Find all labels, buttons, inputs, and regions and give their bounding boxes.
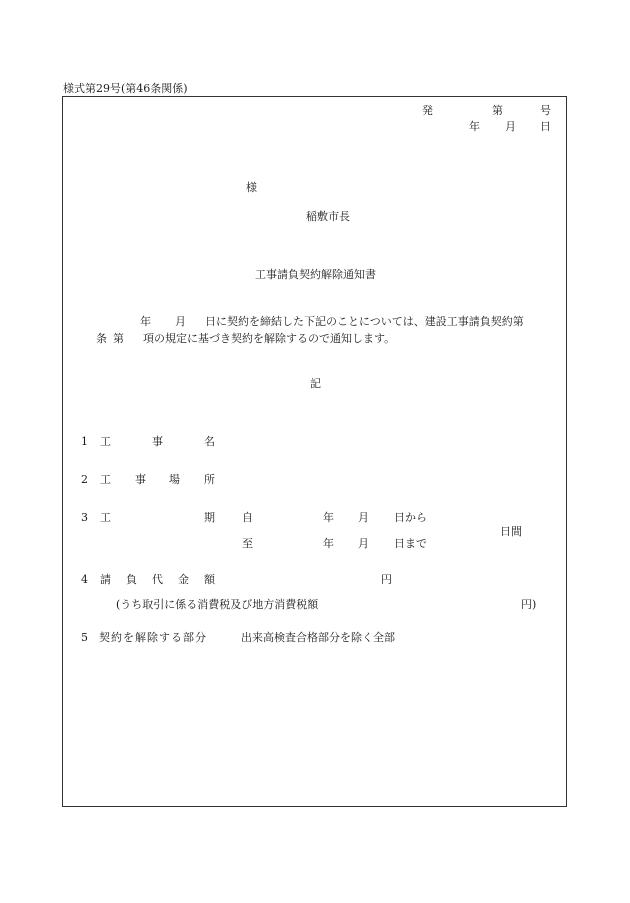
item4-tax-yen: 円) [521,598,537,611]
item3-label-2: 期 [204,511,215,524]
item5-number: 5 [81,631,88,644]
item5-value: 出来高検査合格部分を除く全部 [241,631,395,644]
document-frame [62,96,567,807]
item2-label-3: 場 [169,473,180,486]
item4-label-1: 請 [100,573,111,586]
document-title: 工事請負契約解除通知書 [255,268,376,281]
addressee-suffix: 様 [246,181,257,194]
item3-nen-to: 年 [323,537,334,550]
item3-nichikan: 日間 [500,525,522,538]
item3-tsuki-from: 月 [358,511,369,524]
item4-number: 4 [81,573,88,586]
issue-nen: 年 [469,120,480,133]
item4-tax-label: (うち取引に係る消費税及び地方消費税額 [116,598,319,611]
item4-label-2: 負 [126,573,137,586]
issue-go: 号 [540,104,551,117]
issue-tsuki: 月 [505,120,516,133]
item3-tsuki-to: 月 [358,537,369,550]
item1-number: 1 [81,435,88,448]
item5-label: 契約を解除する部分 [99,631,207,644]
issue-hi: 日 [540,120,551,133]
item3-label-1: 工 [100,511,111,524]
body-tsuki: 月 [175,315,186,328]
body-line2-text: 項の規定に基づき契約を解除するので通知します。 [143,332,396,345]
item3-itaru: 至 [242,537,253,550]
item1-label-2: 事 [152,435,163,448]
body-nen: 年 [140,315,151,328]
form-label: 様式第29号(第46条関係) [63,82,188,95]
item1-label-1: 工 [100,435,111,448]
item3-nen-from: 年 [323,511,334,524]
body-jo: 条 [96,332,107,345]
item3-ji: 自 [242,511,253,524]
sender-name: 稲敷市長 [306,210,350,223]
item4-label-4: 金 [178,573,189,586]
item4-label-5: 額 [204,573,215,586]
issue-hatsu: 発 [422,104,433,117]
item3-made: 日まで [394,537,427,550]
item3-number: 3 [81,511,88,524]
item2-label-1: 工 [100,473,111,486]
body-dai: 第 [113,332,124,345]
item4-label-3: 代 [152,573,163,586]
item4-yen: 円 [381,573,392,586]
ki-heading: 記 [310,377,321,390]
item1-label-3: 名 [204,435,215,448]
item2-number: 2 [81,473,88,486]
item2-label-2: 事 [135,473,146,486]
body-line1-text: 日に契約を締結した下記のことについては、建設工事請負契約第 [205,315,524,328]
issue-dai: 第 [492,104,503,117]
item3-kara: 日から [394,511,427,524]
item2-label-4: 所 [204,473,215,486]
